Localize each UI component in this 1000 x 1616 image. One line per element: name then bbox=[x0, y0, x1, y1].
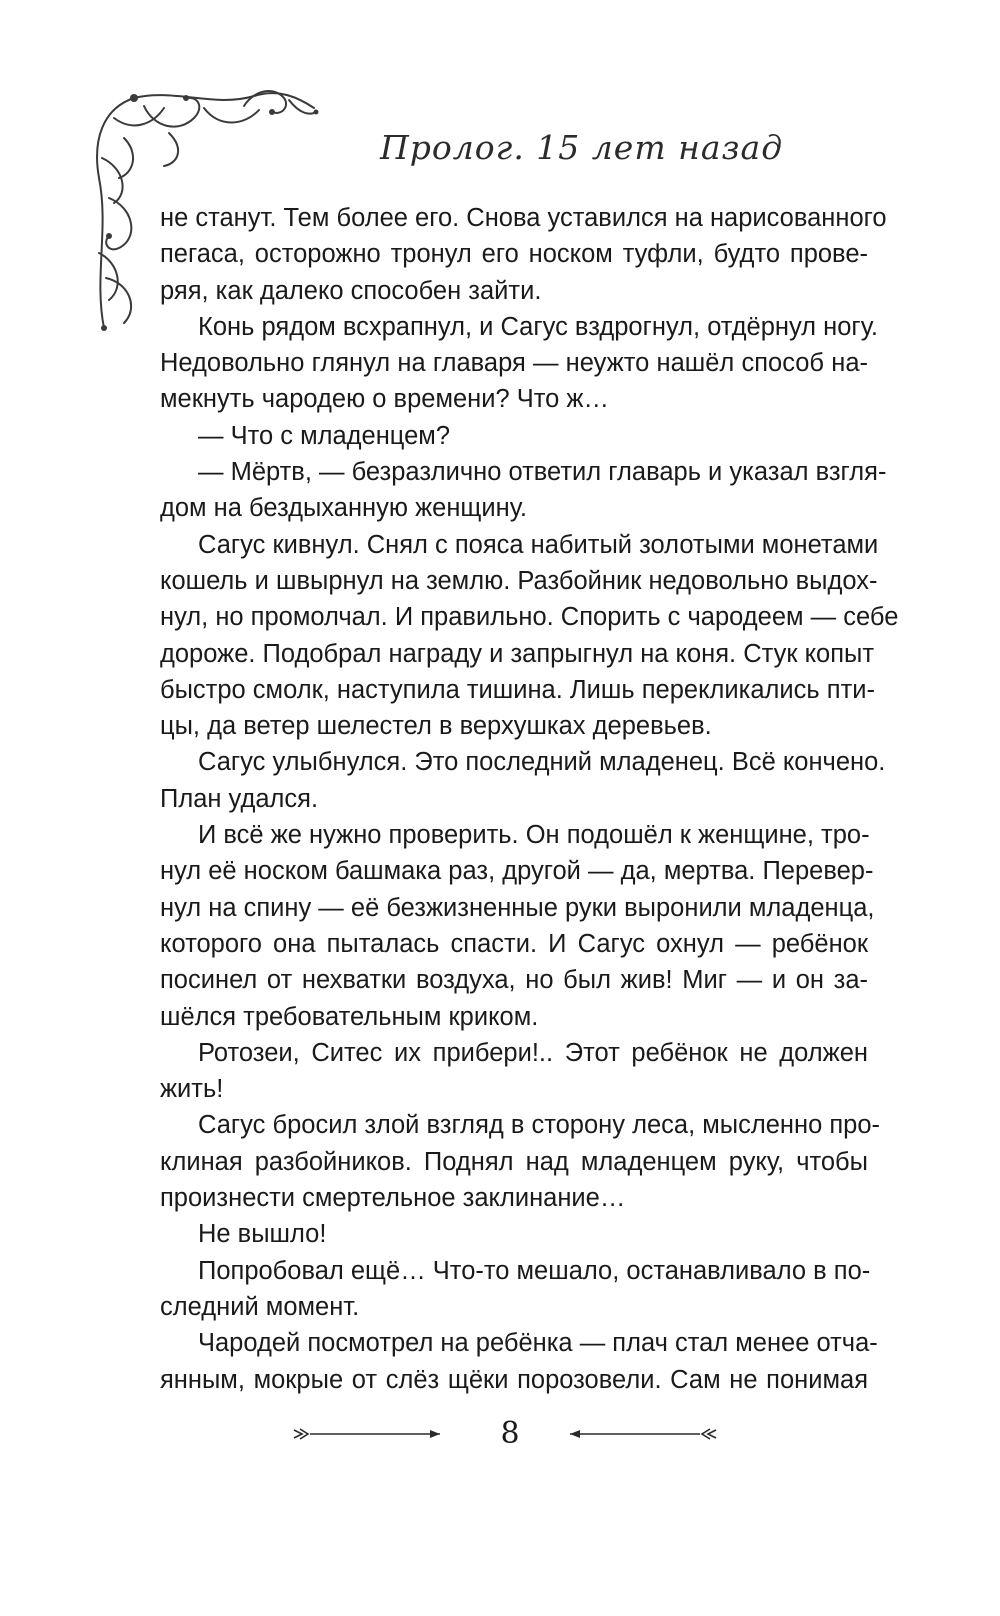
text-line: шёлся требовательным криком. bbox=[160, 1002, 539, 1031]
text-line: жить! bbox=[160, 1075, 224, 1104]
text-line: посинел от нехватки воздуха, но был жив! Миг — и он за- bbox=[160, 966, 868, 995]
text-line: Недовольно глянул на главаря — неужто нашёл способ на- bbox=[160, 349, 868, 378]
text-line: дом на бездыханную женщину. bbox=[160, 494, 527, 523]
text-line: И всё же нужно проверить. Он подошёл к женщине, тро- bbox=[198, 821, 870, 850]
text-line: цы, да ветер шелестел в верхушках деревьев. bbox=[160, 712, 712, 741]
text-line: — Что с младенцем? bbox=[198, 421, 451, 450]
right-arrow-flourish-icon bbox=[560, 1426, 720, 1442]
text-line: янным, мокрые от слёз щёки порозовели. Сам не понимая bbox=[160, 1365, 868, 1394]
text-line: нул её носком башмака раз, другой — да, мертва. Перевер- bbox=[160, 857, 874, 886]
text-line: следний момент. bbox=[160, 1292, 360, 1321]
text-line: ряя, как далеко способен зайти. bbox=[160, 276, 542, 305]
text-line: Сагус улыбнулся. Это последний младенец. Всё кончено. bbox=[198, 748, 886, 777]
left-arrow-flourish-icon bbox=[290, 1426, 450, 1442]
text-line: произнести смертельное заклинание… bbox=[160, 1184, 626, 1213]
text-line: План удался. bbox=[160, 784, 319, 813]
text-line: Попробовал ещё… Что-то мешало, останавливало в по- bbox=[198, 1256, 871, 1285]
chapter-title: Пролог. 15 лет назад bbox=[380, 128, 784, 167]
text-line: дороже. Подобрал награду и запрыгнул на коня. Стук копыт bbox=[160, 639, 875, 668]
text-line: не станут. Тем более его. Снова уставился на нарисованного bbox=[160, 204, 887, 232]
text-line: мекнуть чародею о времени? Что ж… bbox=[160, 385, 609, 414]
text-line: Сагус кивнул. Снял с пояса набитый золотыми монетами bbox=[198, 530, 879, 559]
text-line: кошель и швырнул на землю. Разбойник недовольно выдох- bbox=[160, 566, 878, 595]
text-line: быстро смолк, наступила тишина. Лишь перекликались пти- bbox=[160, 675, 875, 704]
text-line: клиная разбойников. Поднял над младенцем руку, чтобы bbox=[160, 1147, 868, 1176]
text-line: Ротозеи, Ситес их прибери!.. Этот ребёнок не должен bbox=[198, 1038, 868, 1067]
text-line: нул, но промолчал. И правильно. Спорить с чародеем — себе bbox=[160, 603, 899, 632]
text-line: Не вышло! bbox=[198, 1220, 327, 1249]
text-line: Сагус бросил злой взгляд в сторону леса, мысленно про- bbox=[198, 1111, 881, 1140]
text-line: — Мёртв, — безразлично ответил главарь и указал взгля- bbox=[198, 458, 887, 487]
text-line: Чародей посмотрел на ребёнка — плач стал менее отча- bbox=[198, 1329, 878, 1358]
body-text bbox=[160, 200, 899, 1398]
page-footer bbox=[290, 1412, 730, 1456]
text-line: пегаса, осторожно тронул его носком туфли, будто прове- bbox=[160, 240, 868, 269]
page-number: 8 bbox=[500, 1416, 520, 1451]
text-line: Конь рядом всхрапнул, и Сагус вздрогнул, отдёрнул ногу. bbox=[198, 312, 878, 341]
text-line: которого она пыталась спасти. И Сагус охнул — ребёнок bbox=[160, 929, 868, 958]
text-line: нул на спину — её безжизненные руки выронили младенца, bbox=[160, 893, 875, 922]
